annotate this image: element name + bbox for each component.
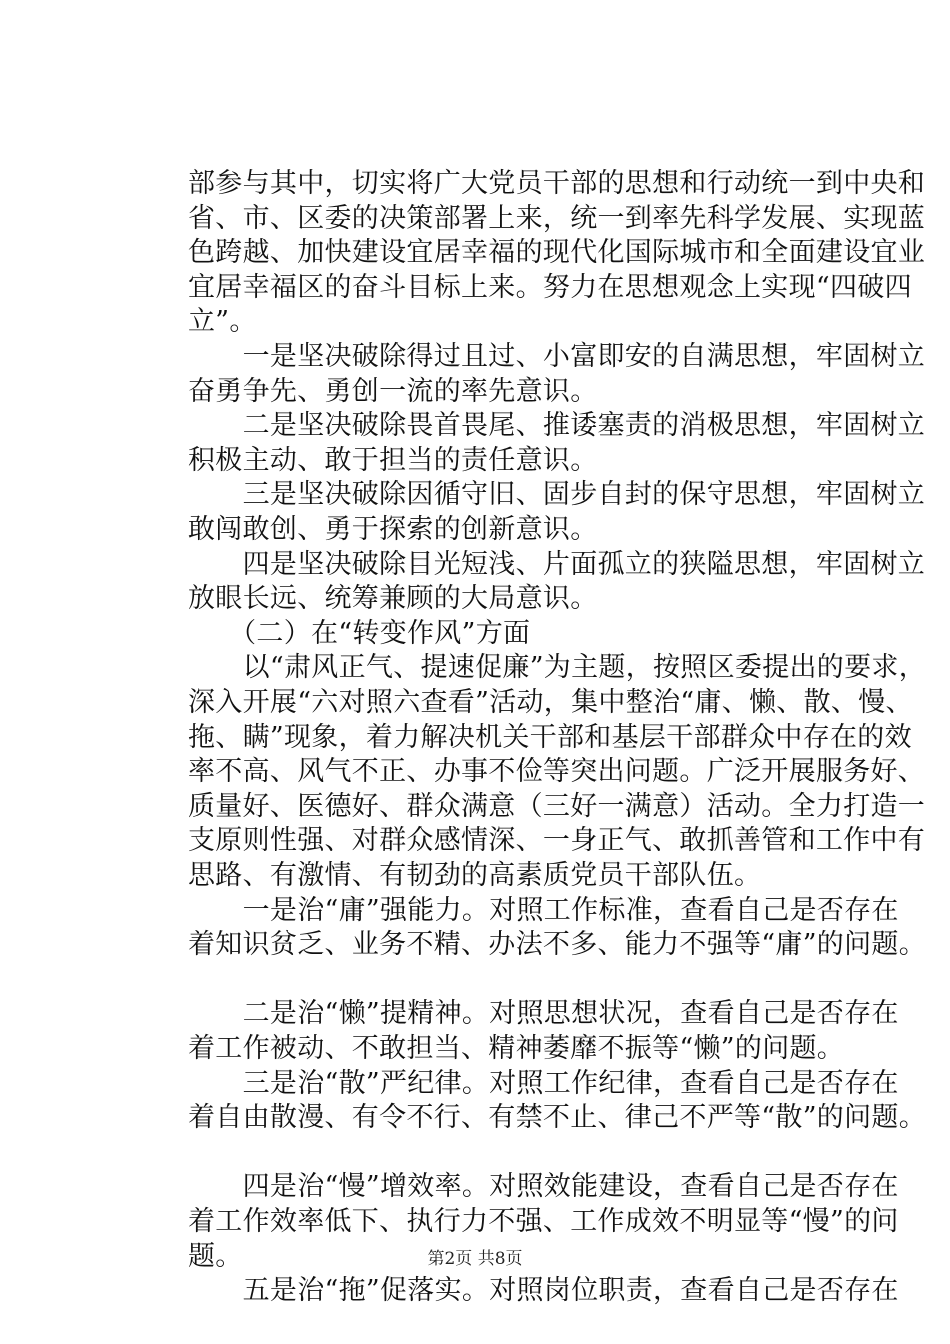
text-line: 二是坚决破除畏首畏尾、推诿塞责的消极思想，牢固树立 xyxy=(188,410,926,442)
text-line: 四是坚决破除目光短浅、片面孤立的狭隘思想，牢固树立 xyxy=(188,548,926,580)
text-line: 以“肃风正气、提速促廉”为主题，按照区委提出的要求， xyxy=(188,652,927,684)
page-footer: 第2页 共8页 xyxy=(427,1249,523,1269)
text-line: 宜居幸福区的奋斗目标上来。努力在思想观念上实现“四破四 xyxy=(188,271,912,303)
text-line: 四是治“慢”增效率。对照效能建设，查看自己是否存在 xyxy=(188,1171,899,1203)
text-line: 放眼长远、统筹兼顾的大局意识。 xyxy=(188,583,598,615)
text-line: 着自由散漫、有令不行、有禁不止、律己不严等“散”的问题。 xyxy=(188,1102,927,1134)
text-line: 支原则性强、对群众感情深、一身正气、敢抓善管和工作中有 xyxy=(188,825,926,857)
text-line: 省、市、区委的决策部署上来，统一到率先科学发展、实现蓝 xyxy=(188,202,926,234)
text-line: 奋勇争先、勇创一流的率先意识。 xyxy=(188,375,598,407)
text-line: 着工作被动、不敢担当、精神萎靡不振等“懒”的问题。 xyxy=(188,1033,845,1064)
text-line: 质量好、医德好、群众满意（三好一满意）活动。全力打造一 xyxy=(188,790,926,822)
text-line: 拖、瞒”现象，着力解决机关干部和基层干部群众中存在的效 xyxy=(188,721,912,753)
text-line: 一是治“庸”强能力。对照工作标准，查看自己是否存在 xyxy=(188,894,899,926)
text-line: 积极主动、敢于担当的责任意识。 xyxy=(188,444,598,476)
text-line: 思路、有激情、有韧劲的高素质党员干部队伍。 xyxy=(188,860,762,891)
text-line: （二）在“转变作风”方面 xyxy=(188,617,531,649)
text-line: 着知识贫乏、业务不精、办法不多、能力不强等“庸”的问题。 xyxy=(188,929,927,961)
text-line: 着工作效率低下、执行力不强、工作成效不明显等“慢”的问 xyxy=(188,1206,899,1237)
text-line: 色跨越、加快建设宜居幸福的现代化国际城市和全面建设宜业 xyxy=(188,237,926,269)
text-line: 三是坚决破除因循守旧、固步自封的保守思想，牢固树立 xyxy=(188,479,926,511)
text-line: 一是坚决破除得过且过、小富即安的自满思想，牢固树立 xyxy=(188,341,926,372)
text-line: 深入开展“六对照六查看”活动，集中整治“庸、懒、散、慢、 xyxy=(188,687,913,718)
text-line: 立”。 xyxy=(188,306,257,338)
text-line: 敢闯敢创、勇于探索的创新意识。 xyxy=(188,514,598,545)
text-line: 五是治“拖”促落实。对照岗位职责，查看自己是否存在 xyxy=(188,1275,899,1307)
text-line: 二是治“懒”提精神。对照思想状况，查看自己是否存在 xyxy=(188,998,899,1030)
text-line: 三是治“散”严纪律。对照工作纪律，查看自己是否存在 xyxy=(188,1067,899,1099)
text-line: 率不高、风气不正、办事不俭等突出问题。广泛开展服务好、 xyxy=(188,756,926,788)
text-line: 题。 xyxy=(188,1240,243,1272)
text-line: 部参与其中，切实将广大党员干部的思想和行动统一到中央和 xyxy=(188,168,926,199)
